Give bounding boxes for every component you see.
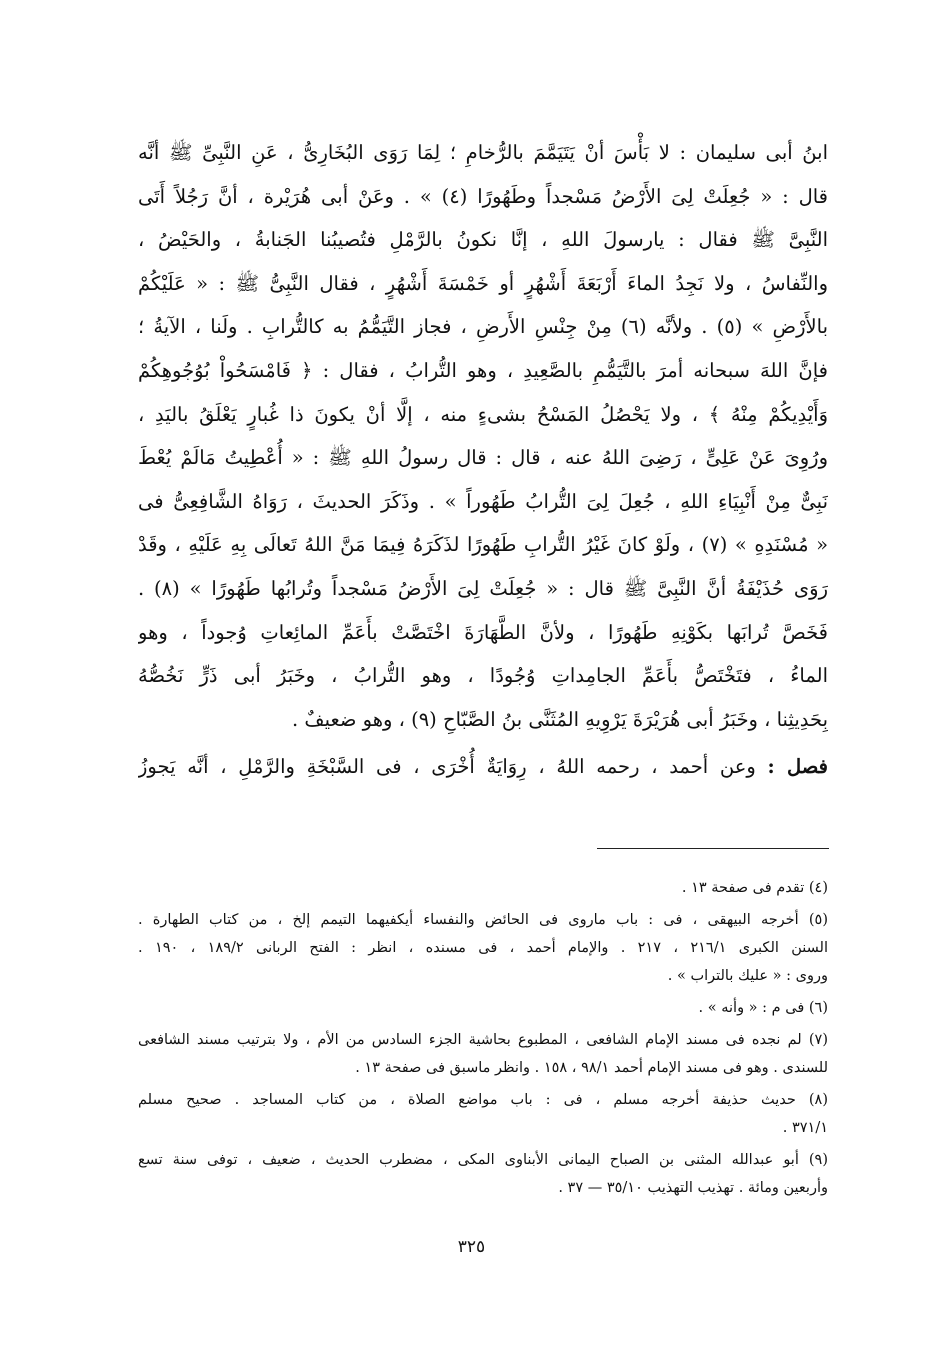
text-line: الماءُ ، فتَخْتَصُّ بأَعَمِّ الجامِداتِ وُجُودًا ، وهو التُّرابُ ، وخَبَرُ أبى ذَرٍّ نَخُصُّهُ [138,664,828,688]
footnote-line: (٩) أبو عبدالله المثنى بن الصباح اليمانى الأبناوى المكى ، مضطرب الحديث ، ضعيف ، توفى سنة تسع [138,1152,828,1168]
text-line: قال : « جُعِلَتْ لِىَ الأَرْضُ مَسْجداً وطَهُورًا (٤) » . وعَنْ أبى هُرَيْرة ، أنَّ رَجُلاً أَتَى [138,184,828,208]
text-line: وَأَيْدِيكُمْ مِنْهُ ﴾ ، ولا يَحْصُلُ المَسْحُ بشىءٍ منه ، إلَّا أنْ يكونَ ذا غُبارٍ يَعْلَقُ باليَدِ ، [138,402,828,426]
footnote-line: (٨) حديث حذيفة أخرجه مسلم ، فى : باب مواضع الصلاة ، من كتاب المساجد . صحيح مسلم [138,1092,828,1108]
footnote-line: وروى : « عليك بالتراب » . [667,968,828,984]
footnote [138,874,828,902]
section-label: فصل : [767,755,828,779]
footnote-divider [597,848,829,849]
footnote [138,1026,828,1082]
footnote-line: (٥) أخرجه البيهقى ، فى : باب ماروى فى الحائض والنفساء أيكفيهما التيمم إلخ ، من كتاب الطهارة . [138,912,828,928]
text-line: النَّبِىَّ ﷺ فقال : يارسولَ اللهِ ، إنَّا نكونُ بالرَّمْلِ فتُصيبُنا الجَنابةُ ، والحَيْضُ ، [138,228,828,252]
footnote-line: (٧) لم نجده فى مسند الإمام الشافعى ، المطبوع بحاشية الجزء السادس من الأم ، ولا بترتيب مسند الشافعى [138,1032,828,1048]
text-line: والنِّفاسُ ، ولا نَجِدُ الماءَ أَرْبَعَةَ أَشْهُرٍ أو خَمْسَةَ أَشْهُرٍ ، فقال النَّبِىُّ ﷺ : « عَلَيْكُمْ [138,271,828,295]
text-line: ابنُ أبى سليمان : لا بَأْسَ أنْ يَتَيَمَّمَ بالرُّخامِ ؛ لِمَا رَوَى البُخَارِىُّ ، عَنِ النَّبِىِّ ﷺ أنَّه [138,141,828,164]
text-line: فإنَّ اللهَ سبحانه أمرَ بالتَّيَمُّمِ بالصَّعِيدِ ، وهو التُّرابُ ، فقال : ﴿ فَامْسَحُواْ بُوُجُوهِكُمْ [138,358,828,382]
footnote-line: (٦) فى م : « وأنه » . [698,1000,828,1016]
page-number: ٣٢٥ [457,1237,486,1257]
text-line: نَبِىٌّ مِنْ أَنْبِيَاءِ اللهِ ، جُعِلَ لِىَ التُّرابُ طَهُوراً » . وذَكَرَ الحديثَ ، رَوَاهُ الشَّافِعِىُّ فى [138,489,828,513]
footnote-line: للسندى . وهو فى مسند الإمام أحمد ٩٨/١ ، ١٥٨ . وانظر ماسبق فى صفحة ١٣ . [355,1060,828,1076]
text-line: بالأَرْضِ » (٥) . ولأنَّه (٦) مِنْ جِنْسِ الأَرضِ ، فجاز التَّيَمُّمُ به كالتُّرابِ . ولَنا ، الآيةُ ؛ [138,315,828,339]
footnote-line: ٣٧١/١ . [782,1120,828,1136]
footnotes [138,874,828,1206]
section-line [138,745,828,789]
main-text-block [138,131,828,789]
footnote-line: السنن الكبرى ٢١٦/١ ، ٢١٧ . والإمام أحمد ، فى مسنده ، انظر : الفتح الربانى ١٨٩/٢ ، ١٩٠ . [138,940,828,956]
footnote-line: (٤) تقدم فى صفحة ١٣ . [681,880,828,896]
footnote [138,994,828,1022]
section-text: وعن أحمد ، رحمه اللهُ ، رِوَايَةٌ أُخْرَى ، فى السَّبْخَةِ والرَّمْلِ ، أنَّه يَجوزُ [138,755,756,779]
text-line: بِحَدِيثِنا ، وخَبَرُ أبى هُرَيْرَةَ يَرْوِيهِ المُثَنَّى بنُ الصَّبّاحِ (٩) ، وهو ضعيفٌ . [291,707,828,731]
footnote [138,1146,828,1202]
text-line: « مُسْنَدِهِ » (٧) ، ولَوْ كانَ غَيْرُ التُّرابِ طَهُورًا لذَكَرَهُ فِيمَا مَنَّ اللهُ تَعالَى بِهِ عَلَيْهِ ، وقَدْ [138,533,828,557]
text-line: ورُوِىَ عَنْ عَلِىٍّ ، رَضِىَ اللهُ عنه ، قال : قال رسولُ اللهِ ﷺ : « أُعْطِيتُ مَالَمْ يُعْطَ [138,446,828,470]
text-line: فَخَصَّ تُرابَها بكَوْنِهِ طَهُورًا ، ولأنَّ الطَّهَارَةَ اخْتَصَّتْ بأَعَمِّ المائِعاتِ وُجوداً ، وهو [138,620,828,644]
footnote-line: وأربعين ومائة . تهذيب التهذيب ٣٥/١٠ — ٣٧ . [558,1180,828,1196]
text-line: رَوَى حُذَيْفَةُ أنَّ النَّبِىَّ ﷺ قال : « جُعِلَتْ لِىَ الأَرْضُ مَسْجداً وتُرابُها طَهُورًا » (٨) . [138,576,828,600]
footnote [138,1086,828,1142]
footnote [138,906,828,990]
